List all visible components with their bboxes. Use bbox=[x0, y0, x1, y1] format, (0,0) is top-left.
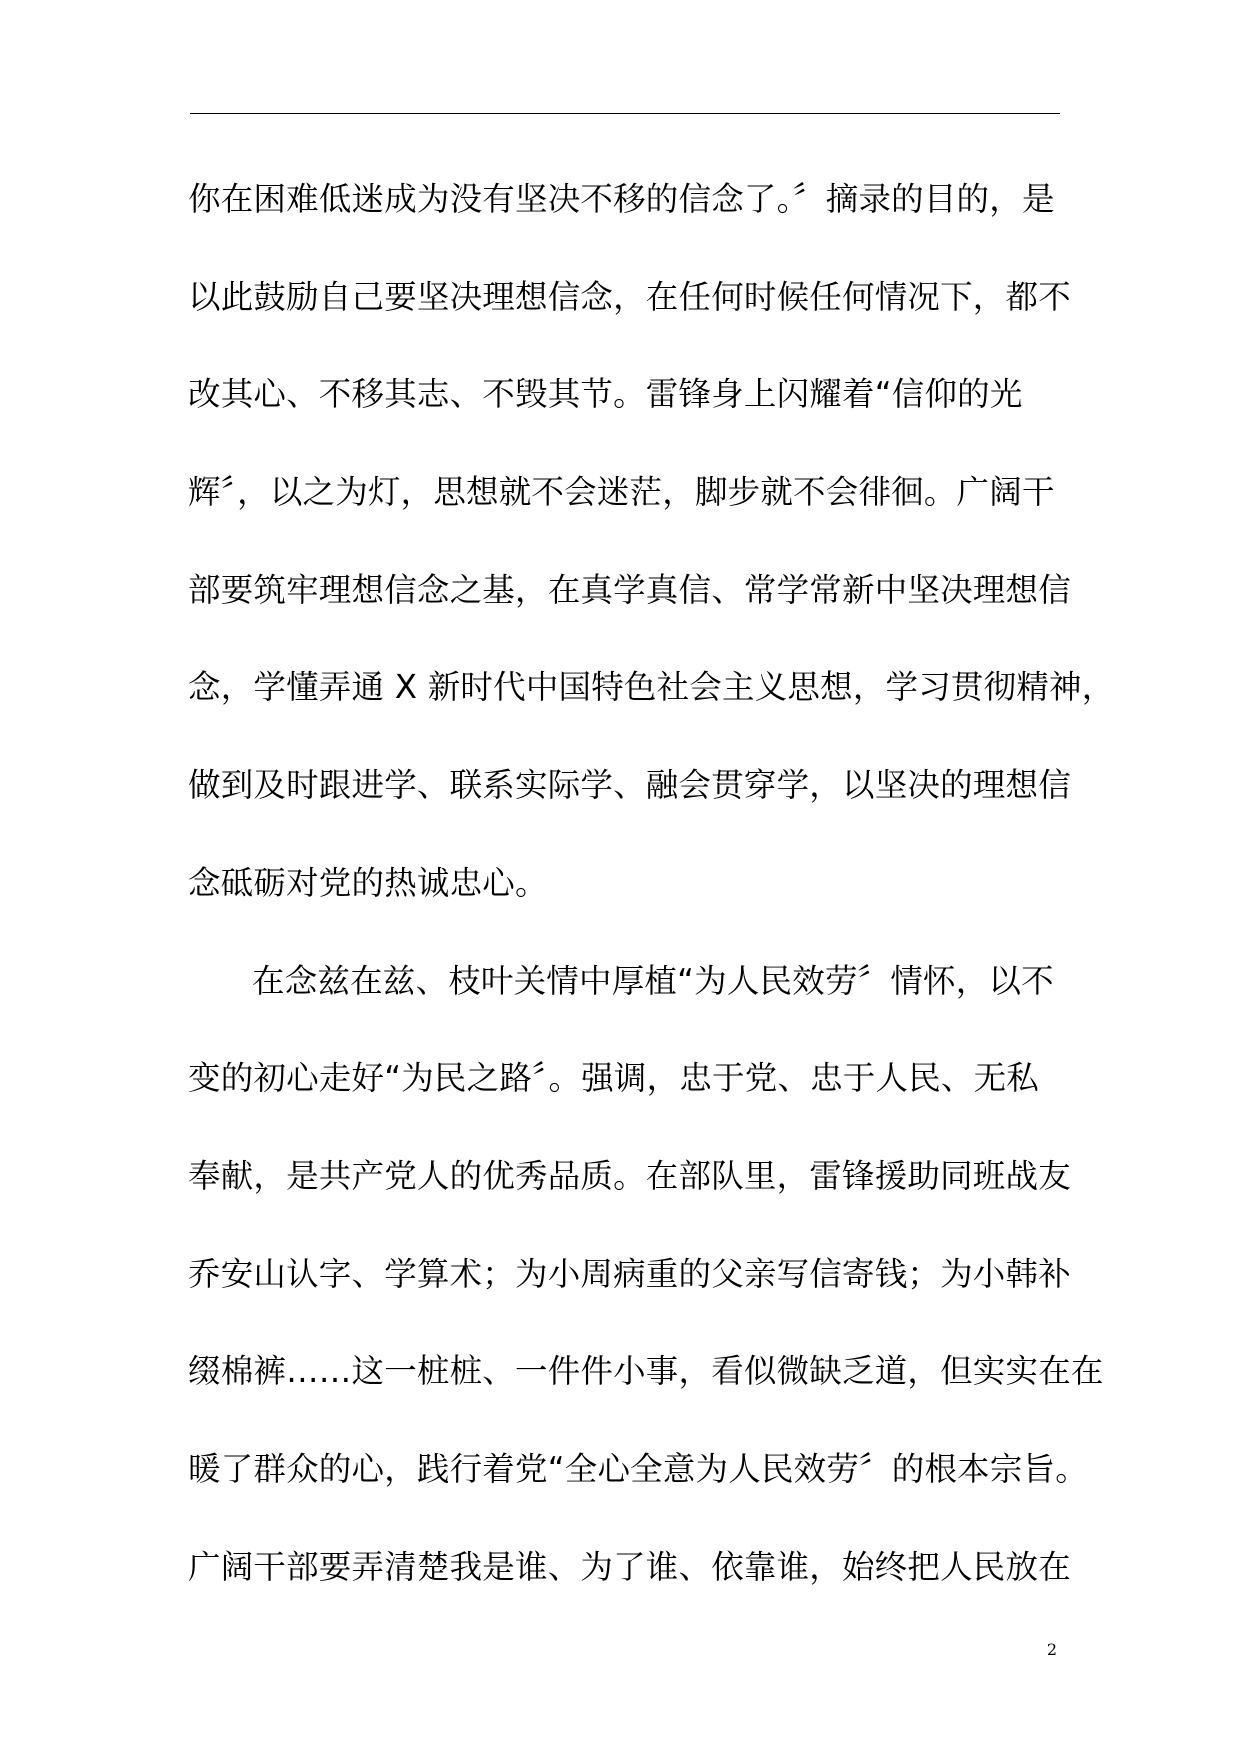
text-line: 改其心、不移其志、不毁其节。雷锋身上闪耀着“信仰的光 bbox=[188, 375, 1023, 414]
page-number: 2 bbox=[1046, 1640, 1058, 1659]
text-line: 变的初心走好“为民之路〞。强调，忠于党、忠于人民、无私 bbox=[188, 1059, 1039, 1098]
text-line: 你在困难低迷成为没有坚决不移的信念了。〞摘录的目的，是 bbox=[188, 180, 1055, 218]
text-line: 奉献，是共产党人的优秀品质。在部队里，雷锋援助同班战友 bbox=[188, 1156, 1071, 1195]
text-line: 乔安山认字、学算术；为小周病重的父亲写信寄钱；为小韩补 bbox=[188, 1254, 1071, 1293]
text-line: 部要筑牢理想信念之基，在真学真信、常学常新中坚决理想信 bbox=[188, 570, 1071, 609]
text-line: 辉〞，以之为灯，思想就不会迷茫，脚步就不会徘徊。广阔干 bbox=[188, 473, 1055, 512]
text-line: 广阔干部要弄清楚我是谁、为了谁、依靠谁，始终把人民放在 bbox=[188, 1547, 1071, 1586]
text-line: 念，学懂弄通 X 新时代中国特色社会主义思想，学习贯彻精神， bbox=[188, 668, 1115, 707]
paragraph-start-line: 在念兹在兹、枝叶关情中厚植“为人民效劳〞情怀，以不 bbox=[252, 961, 1054, 1000]
text-line: 以此鼓励自己要坚决理想信念，在任何时候任何情况下，都不 bbox=[188, 277, 1071, 316]
text-line: 暖了群众的心，践行着党“全心全意为人民效劳〞的根本宗旨。 bbox=[188, 1449, 1088, 1488]
text-line: 缀棉裤……这一桩桩、一件件小事，看似微缺乏道，但实实在在 bbox=[188, 1352, 1104, 1391]
text-line: 念砥砺对党的热诚忠心。 bbox=[188, 863, 548, 902]
text-line: 做到及时跟进学、联系实际学、融会贯穿学，以坚决的理想信 bbox=[188, 766, 1071, 805]
header-rule bbox=[190, 113, 1060, 114]
body-text bbox=[188, 168, 1115, 1633]
